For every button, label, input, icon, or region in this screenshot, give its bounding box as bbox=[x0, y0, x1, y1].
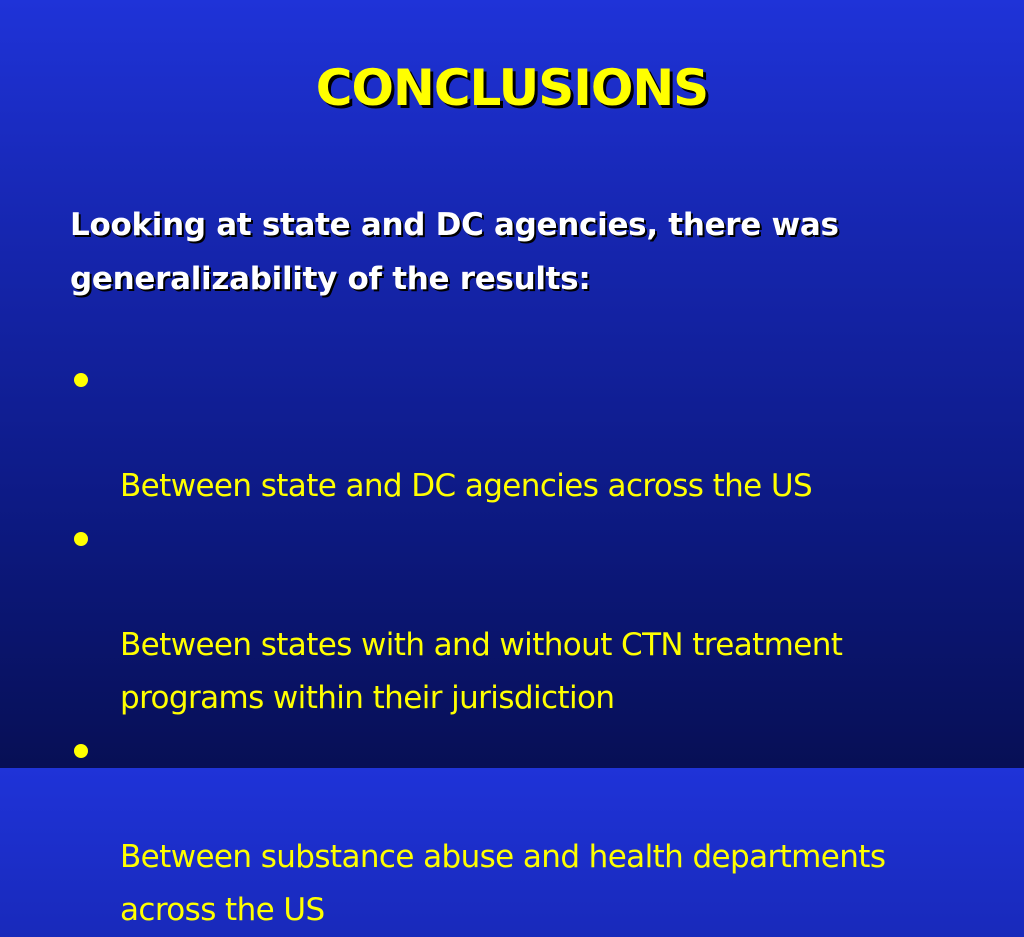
bullet-text: Between substance abuse and health departments across the US bbox=[120, 839, 886, 928]
slide-title: CONCLUSIONS bbox=[315, 59, 709, 117]
intro-text: Looking at state and DC agencies, there was generalizability of the results: bbox=[70, 207, 839, 297]
bullet-text: Between state and DC agencies across the US bbox=[120, 468, 813, 504]
bullet-item bbox=[70, 725, 1020, 937]
bullet-dot-icon bbox=[74, 532, 88, 546]
bullet-item bbox=[70, 513, 1020, 725]
bullet-text: Between states with and without CTN treatment programs within their jurisdiction bbox=[120, 627, 843, 716]
bullet-dot-icon bbox=[74, 744, 88, 758]
bullet-dot-icon bbox=[74, 373, 88, 387]
bullet-item bbox=[70, 354, 1020, 513]
bullet-list bbox=[70, 354, 1020, 937]
